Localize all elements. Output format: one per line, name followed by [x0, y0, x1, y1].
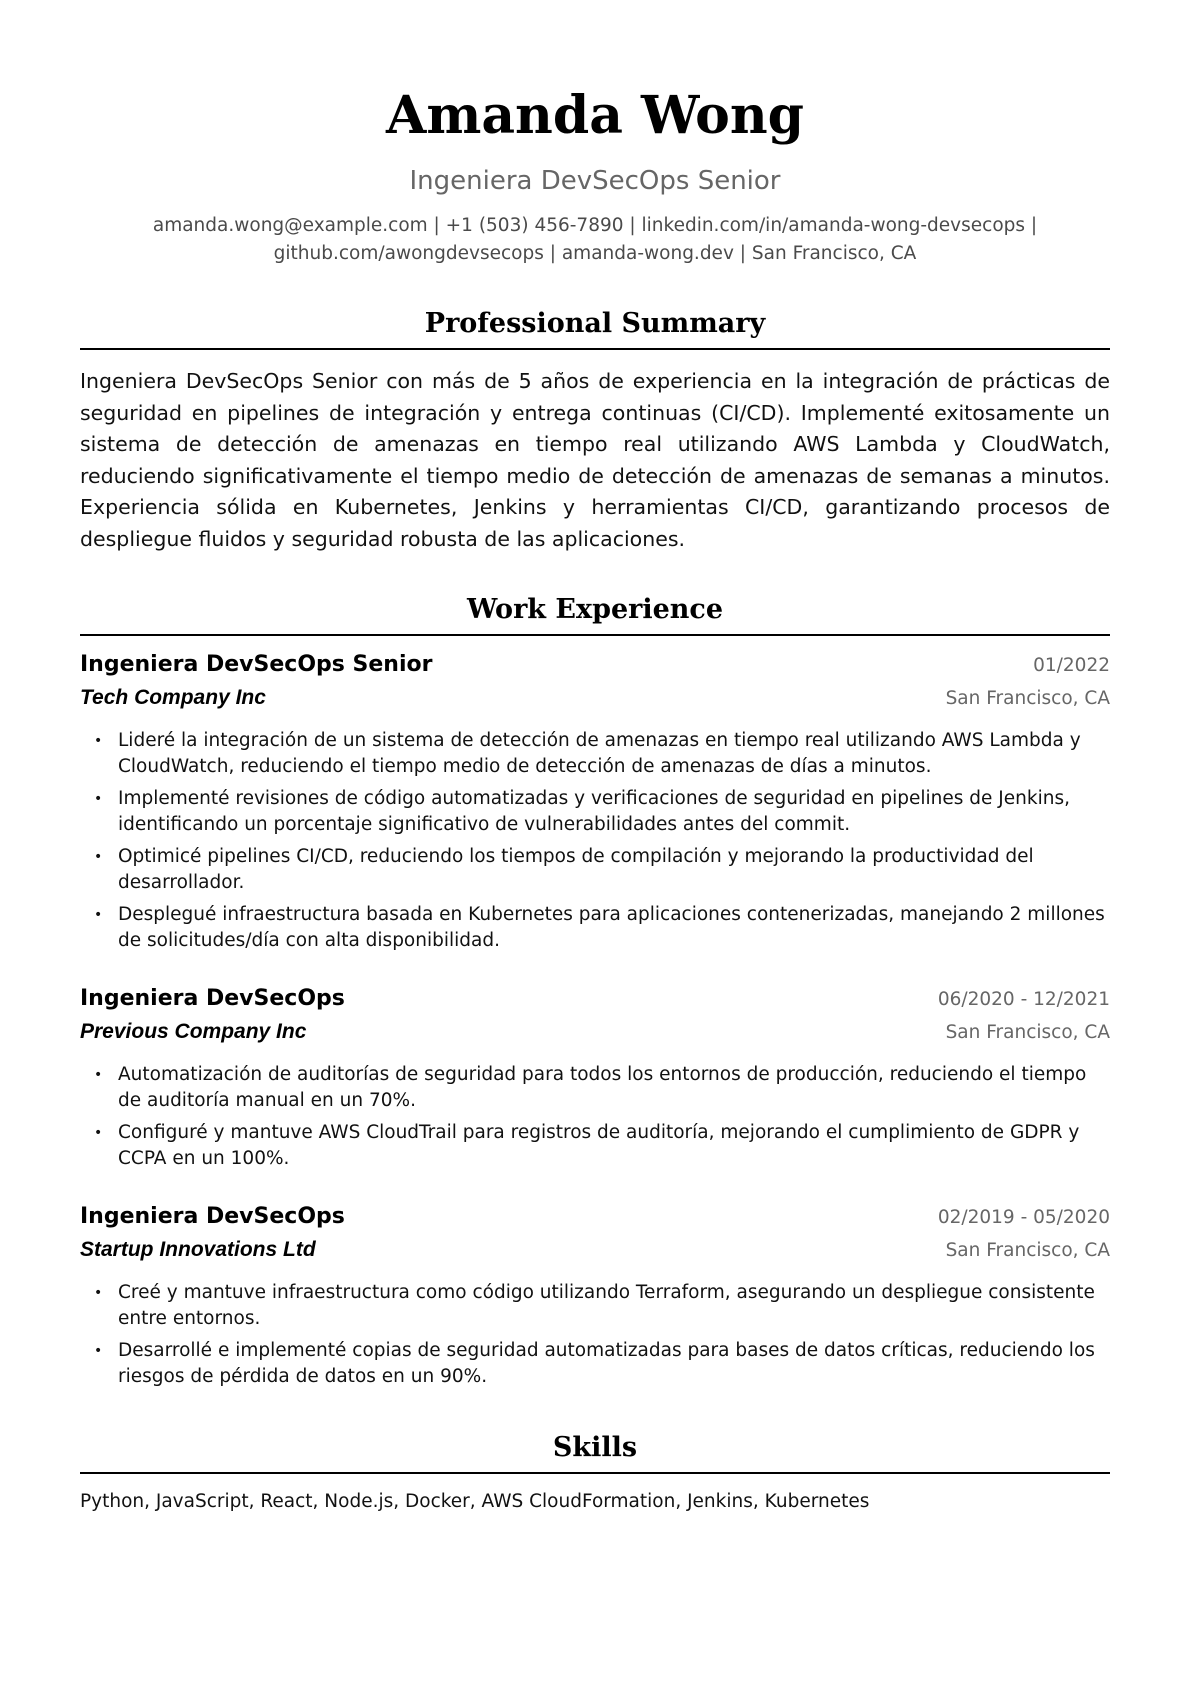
skills-section [80, 1430, 1110, 1516]
summary-section [80, 306, 1110, 555]
job-dates: 06/2020 - 12/2021 [937, 989, 1110, 1010]
job-title: Ingeniera DevSecOps [80, 986, 345, 1011]
job-company: Previous Company Inc [80, 1020, 307, 1043]
job-bullet: • Automatización de auditorías de seguridad para todos los entornos de producción, reduciendo el tiempo de auditoría manual en un 70%. [94, 1064, 1087, 1111]
job-bullet: • Desplegué infraestructura basada en Kubernetes para aplicaciones contenerizadas, manejando 2 millones de solicitudes/día con alta disponibilidad. [94, 904, 1105, 951]
bullet-icon: • [94, 1285, 103, 1301]
job-entry [80, 984, 1110, 1172]
experience-heading: Work Experience [80, 592, 1110, 636]
bullet-icon: • [94, 1343, 103, 1359]
job-company: Tech Company Inc [80, 686, 266, 709]
job-bullet: • Desarrollé e implementé copias de seguridad automatizadas para bases de datos críticas, reduciendo los riesgos de pérdida de datos en un 90%. [94, 1340, 1095, 1387]
job-dates: 02/2019 - 05/2020 [937, 1207, 1110, 1228]
skills-list: Python, JavaScript, React, Node.js, Docker, AWS CloudFormation, Jenkins, Kubernetes [80, 1491, 870, 1512]
job-location: San Francisco, CA [945, 688, 1110, 709]
job-location: San Francisco, CA [945, 1240, 1110, 1261]
experience-section [80, 592, 1110, 1390]
resume-header [80, 0, 1110, 268]
job-bullet: • Creé y mantuve infraestructura como código utilizando Terraform, asegurando un despliegue consistente entre entornos. [94, 1282, 1095, 1329]
bullet-icon: • [94, 733, 103, 749]
job-company: Startup Innovations Ltd [80, 1238, 316, 1261]
candidate-name: Amanda Wong [385, 85, 805, 146]
job-bullets [80, 1280, 1110, 1390]
bullet-icon: • [94, 1067, 103, 1083]
job-bullet: • Implementé revisiones de código automatizadas y verificaciones de seguridad en pipelines de Jenkins, identificando un porcentaje significativo de vulnerabilidades antes del commit. [94, 788, 1070, 835]
summary-text: Ingeniera DevSecOps Senior con más de 5 años de experiencia en la integración de prácticas de seguridad en pipelines de integración y entrega continuas (CI/CD). Implementé exitosamente un sistema de detección de amenazas en tiempo real utilizando AWS Lambda y CloudWatch, reduciendo significativamente el tiempo medio de detección de amenazas de semanas a minutos. Experiencia sólida en Kubernetes, Jenkins y herramientas CI/CD, garantizando procesos de despliegue fluidos y seguridad robusta de las aplicaciones. [80, 369, 1110, 551]
job-dates: 01/2022 [1033, 655, 1110, 676]
contact-line-2: github.com/awongdevsecops | amanda-wong.dev | San Francisco, CA [273, 243, 917, 264]
job-bullet: • Configuré y mantuve AWS CloudTrail para registros de auditoría, mejorando el cumplimiento de GDPR y CCPA en un 100%. [94, 1122, 1080, 1169]
job-title: Ingeniera DevSecOps Senior [80, 652, 433, 677]
summary-heading: Professional Summary [80, 306, 1110, 350]
job-bullet: • Optimicé pipelines CI/CD, reduciendo los tiempos de compilación y mejorando la productividad del desarrollador. [94, 846, 1034, 893]
job-entry [80, 1202, 1110, 1390]
job-bullets [80, 728, 1110, 954]
job-location: San Francisco, CA [945, 1022, 1110, 1043]
candidate-title: Ingeniera DevSecOps Senior [409, 166, 781, 196]
skills-heading: Skills [80, 1430, 1110, 1474]
bullet-icon: • [94, 791, 103, 807]
bullet-icon: • [94, 849, 103, 865]
job-bullet: • Lideré la integración de un sistema de detección de amenazas en tiempo real utilizando AWS Lambda y CloudWatch, reduciendo el tiempo medio de detección de amenazas de días a minutos. [94, 730, 1081, 777]
job-entry [80, 650, 1110, 954]
job-title: Ingeniera DevSecOps [80, 1204, 345, 1229]
contact-info [80, 212, 1110, 268]
job-bullets [80, 1062, 1110, 1172]
bullet-icon: • [94, 1125, 103, 1141]
bullet-icon: • [94, 907, 103, 923]
contact-line-1: amanda.wong@example.com | +1 (503) 456-7890 | linkedin.com/in/amanda-wong-devsecops | [152, 215, 1038, 236]
